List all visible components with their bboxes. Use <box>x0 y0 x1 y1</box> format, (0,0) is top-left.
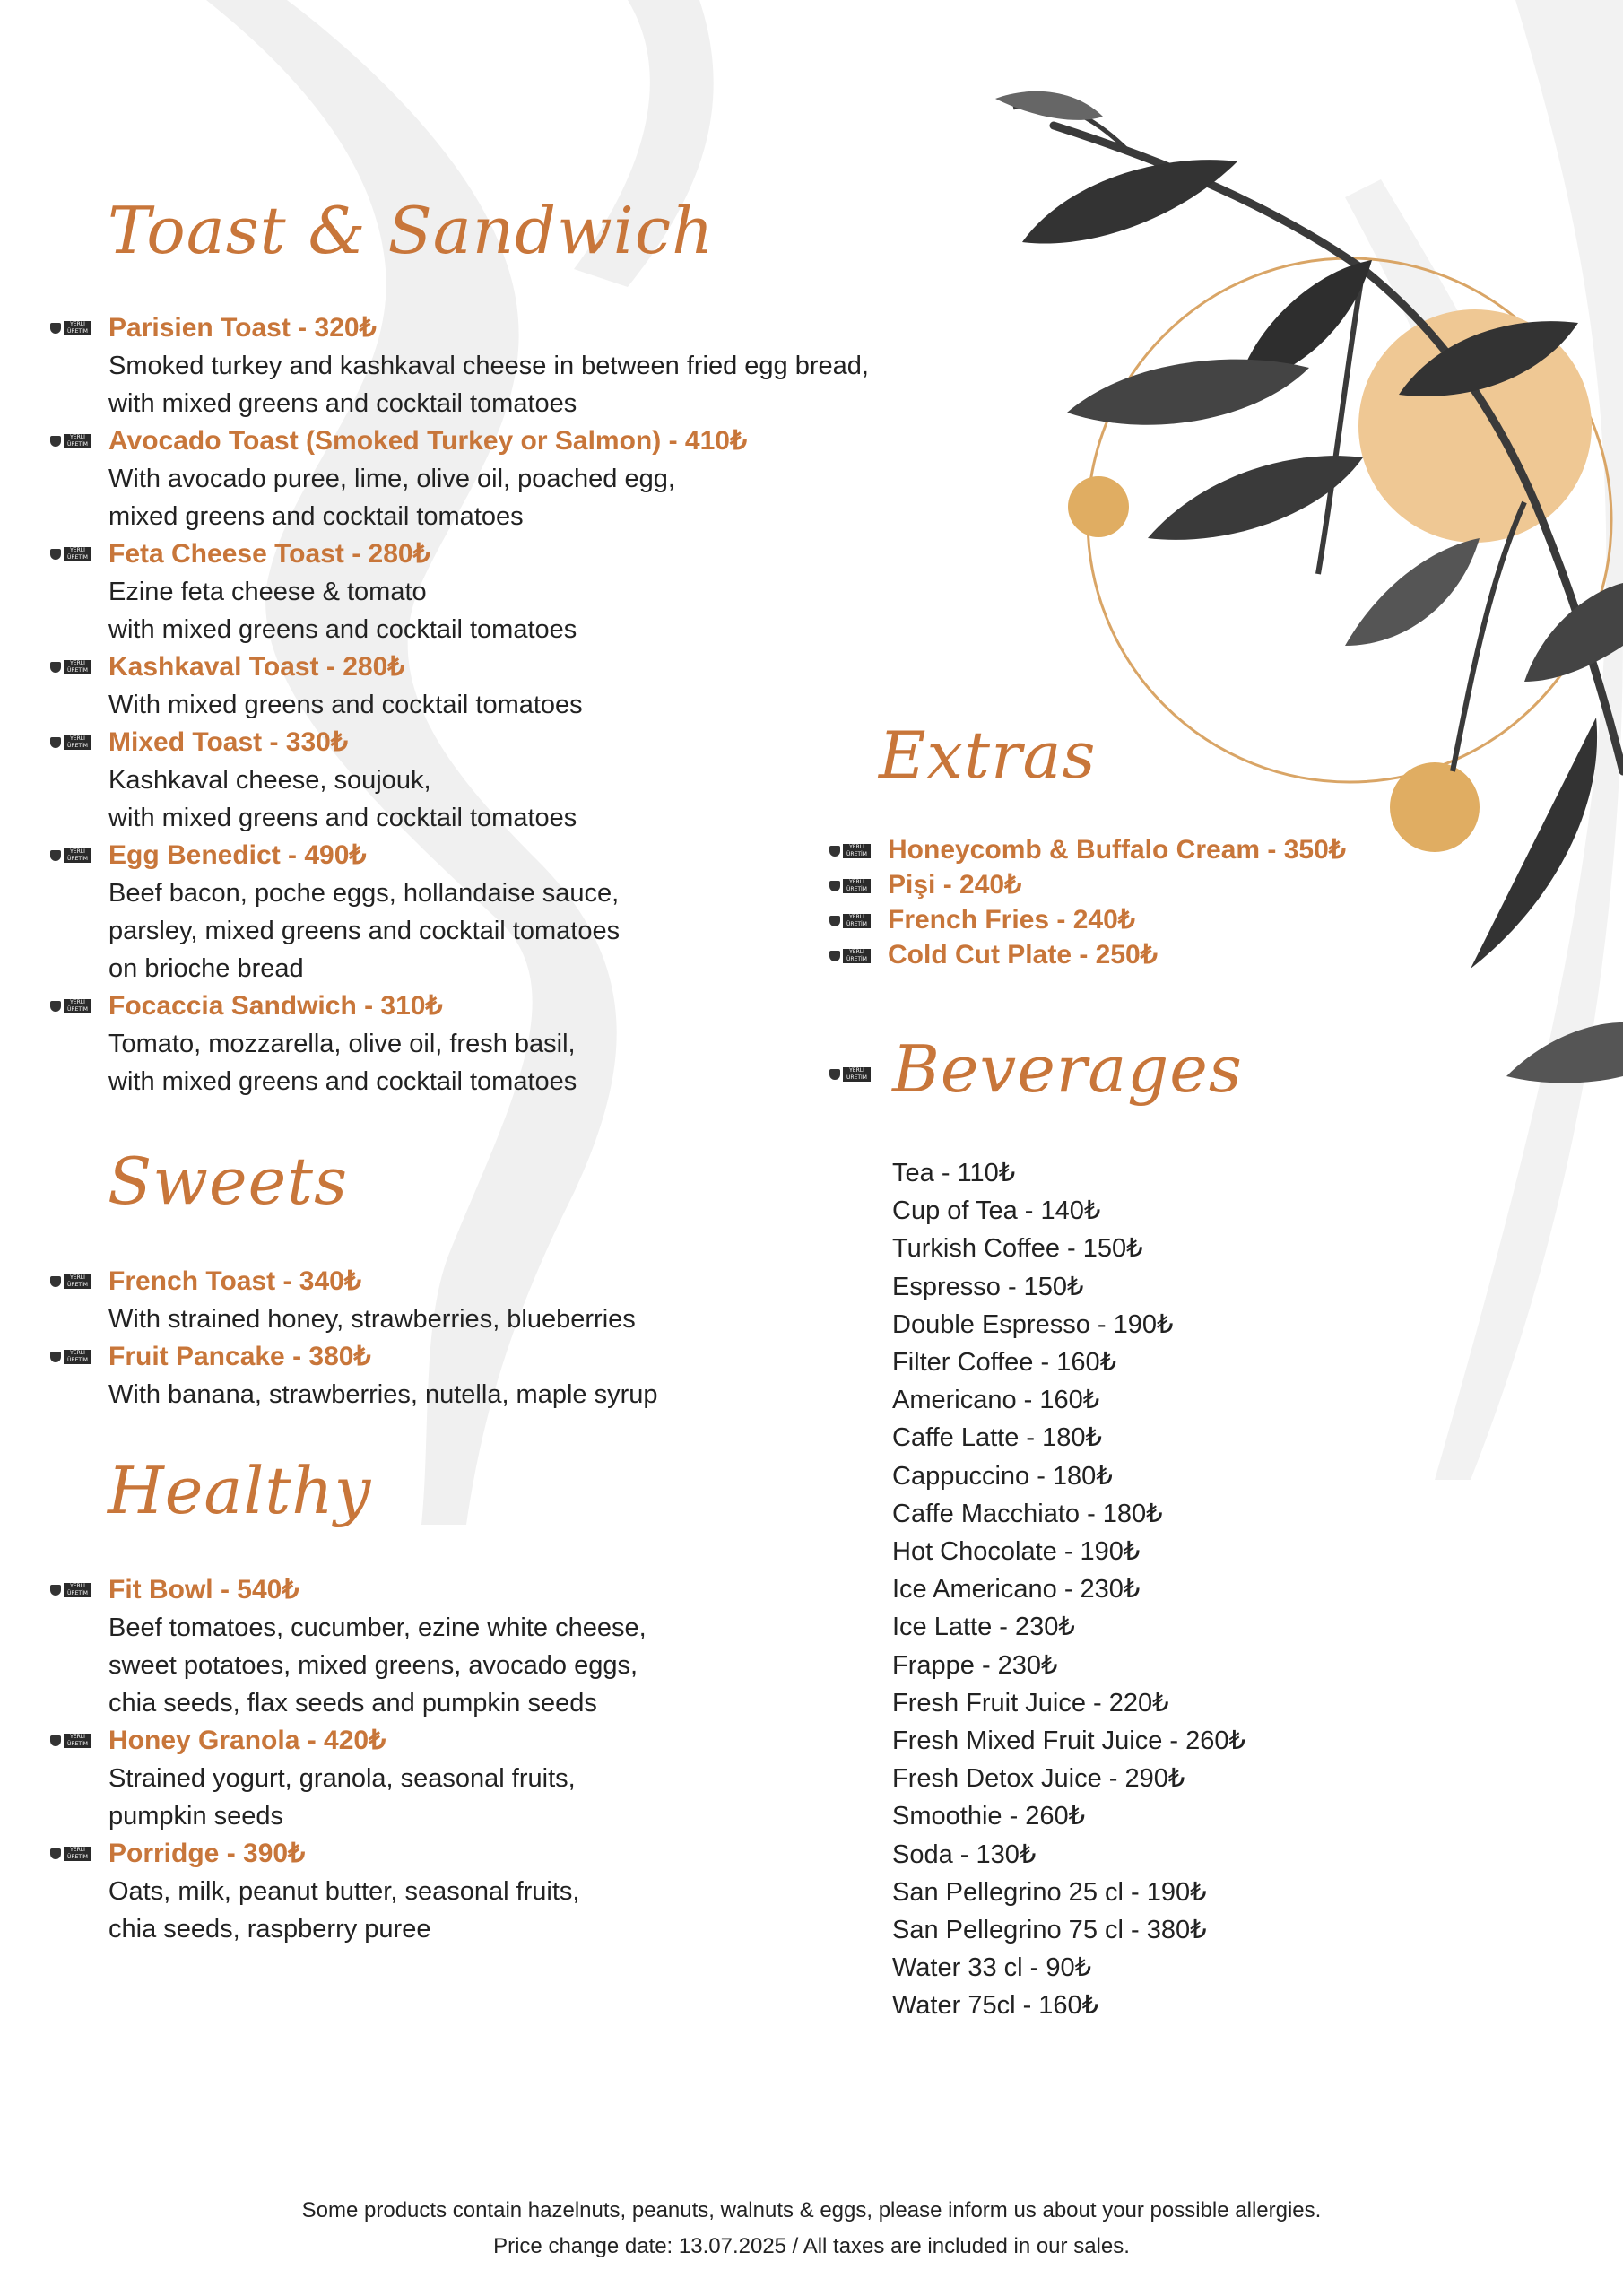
item-title: Egg Benedict - 490₺ <box>108 840 367 870</box>
item-description: Beef bacon, poche eggs, hollandaise sauce, <box>108 879 620 908</box>
menu-item <box>829 867 1346 902</box>
beverage-item: Caffe Latte - 180₺ <box>892 1423 1102 1453</box>
beverage-item: San Pellegrino 75 cl - 380₺ <box>892 1916 1207 1945</box>
local-product-icon: YERLİ ÜRETİM <box>829 1067 872 1082</box>
sweets-list <box>50 1263 658 1413</box>
menu-item <box>829 832 1346 867</box>
item-title: Fit Bowl - 540₺ <box>108 1575 299 1605</box>
menu-item <box>50 1338 658 1413</box>
beverage-item: Tea - 110₺ <box>892 1159 1016 1187</box>
local-product-icon: YERLİ ÜRETİM <box>50 434 93 448</box>
menu-item <box>50 648 869 724</box>
item-description: with mixed greens and cocktail tomatoes <box>108 615 577 644</box>
extras-list <box>829 832 1346 972</box>
beverage-item: Filter Coffee - 160₺ <box>892 1348 1117 1378</box>
beverage-item: Water 33 cl - 90₺ <box>892 1953 1092 1983</box>
item-description: parsley, mixed greens and cocktail tomatoes <box>108 917 621 945</box>
toast-list <box>50 309 869 1100</box>
local-product-icon: YERLİ ÜRETİM <box>50 1847 93 1861</box>
menu-item <box>50 724 869 837</box>
local-product-icon: YERLİ ÜRETİM <box>50 848 93 863</box>
beverage-item: Fresh Mixed Fruit Juice - 260₺ <box>892 1726 1245 1756</box>
item-title: French Toast - 340₺ <box>108 1266 361 1296</box>
menu-item <box>50 1835 647 1948</box>
item-description: pumpkin seeds <box>108 1802 284 1831</box>
item-description: with mixed greens and cocktail tomatoes <box>108 804 577 832</box>
price-change-notice: Price change date: 13.07.2025 / All taxes are included in our sales. <box>493 2234 1130 2258</box>
item-description: with mixed greens and cocktail tomatoes <box>108 1067 577 1096</box>
local-product-icon: YERLİ ÜRETİM <box>50 1734 93 1748</box>
item-description: chia seeds, raspberry puree <box>108 1915 431 1944</box>
item-title: Kashkaval Toast - 280₺ <box>108 652 405 682</box>
beverage-item: Ice Americano - 230₺ <box>892 1575 1141 1605</box>
item-description: Kashkaval cheese, soujouk, <box>108 766 431 795</box>
beverage-item: Ice Latte - 230₺ <box>892 1613 1075 1642</box>
local-product-icon: YERLİ ÜRETİM <box>50 321 93 335</box>
item-title: Avocado Toast (Smoked Turkey or Salmon) - 410₺ <box>108 426 748 456</box>
local-product-icon: YERLİ ÜRETİM <box>50 547 93 561</box>
beverage-item: Americano - 160₺ <box>892 1386 1100 1415</box>
item-description: With avocado puree, lime, olive oil, poached egg, <box>108 465 675 493</box>
local-product-icon: YERLİ ÜRETİM <box>829 949 872 963</box>
item-description: sweet potatoes, mixed greens, avocado eggs, <box>108 1651 638 1680</box>
menu-item <box>50 987 869 1100</box>
menu-item <box>50 837 869 987</box>
beverages-header <box>829 1031 1367 1121</box>
beverage-item: Frappe - 230₺ <box>892 1650 1058 1680</box>
item-description: chia seeds, flax seeds and pumpkin seeds <box>108 1689 597 1718</box>
item-title: Cold Cut Plate - 250₺ <box>888 940 1158 970</box>
beverages-list <box>892 1154 1245 2025</box>
leaf <box>1067 360 1309 425</box>
item-description: Oats, milk, peanut butter, seasonal fruits, <box>108 1877 580 1906</box>
item-title: Honey Granola - 420₺ <box>108 1726 386 1755</box>
local-product-icon: YERLİ ÜRETİM <box>50 660 93 674</box>
item-title: Honeycomb & Buffalo Cream - 350₺ <box>888 835 1346 865</box>
item-description: mixed greens and cocktail tomatoes <box>108 502 524 531</box>
leaf <box>1345 538 1480 646</box>
item-description: With banana, strawberries, nutella, maple syrup <box>108 1380 658 1409</box>
item-title: Parisien Toast - 320₺ <box>108 313 377 343</box>
local-product-icon: YERLİ ÜRETİM <box>829 879 872 893</box>
beverage-item: Cup of Tea - 140₺ <box>892 1196 1101 1226</box>
leaf <box>995 91 1103 120</box>
section-title-sweets: Sweets <box>108 1144 349 1219</box>
local-product-icon: YERLİ ÜRETİM <box>50 1583 93 1597</box>
item-description: with mixed greens and cocktail tomatoes <box>108 389 577 418</box>
local-product-icon: YERLİ ÜRETİM <box>50 1350 93 1364</box>
item-title: Mixed Toast - 330₺ <box>108 727 348 757</box>
gold-dot <box>1390 762 1480 852</box>
section-title-healthy: Healthy <box>108 1453 372 1528</box>
menu-item <box>50 422 869 535</box>
beverage-item: Hot Chocolate - 190₺ <box>892 1537 1141 1567</box>
item-title: Focaccia Sandwich - 310₺ <box>108 991 443 1021</box>
local-product-icon: YERLİ ÜRETİM <box>50 1274 93 1289</box>
section-title-toast: Toast & Sandwich <box>108 193 715 268</box>
item-title: Fruit Pancake - 380₺ <box>108 1342 371 1371</box>
beverage-item: Cappuccino - 180₺ <box>892 1461 1113 1491</box>
item-description: Ezine feta cheese & tomato <box>108 578 427 606</box>
item-description: Beef tomatoes, cucumber, ezine white cheese, <box>108 1613 647 1642</box>
local-product-icon: YERLİ ÜRETİM <box>50 735 93 750</box>
beverage-item: Caffe Macchiato - 180₺ <box>892 1499 1163 1528</box>
beverage-item: San Pellegrino 25 cl - 190₺ <box>892 1877 1207 1907</box>
menu-item <box>829 902 1346 937</box>
local-product-icon: YERLİ ÜRETİM <box>50 999 93 1013</box>
item-title: Feta Cheese Toast - 280₺ <box>108 539 430 569</box>
beverage-item: Smoothie - 260₺ <box>892 1802 1086 1831</box>
beverage-item: Fresh Detox Juice - 290₺ <box>892 1764 1185 1794</box>
item-description: Strained yogurt, granola, seasonal fruits, <box>108 1764 576 1793</box>
gold-dot <box>1068 476 1129 537</box>
menu-item <box>50 535 869 648</box>
item-title: Pişi - 240₺ <box>888 870 1022 900</box>
section-title-beverages: Beverages <box>892 1031 1243 1107</box>
beverage-item: Water 75cl - 160₺ <box>892 1991 1099 2021</box>
section-title-extras: Extras <box>879 718 1097 793</box>
item-description: Tomato, mozzarella, olive oil, fresh basil, <box>108 1030 576 1058</box>
healthy-list <box>50 1571 647 1948</box>
item-title: French Fries - 240₺ <box>888 905 1135 935</box>
beverage-item: Espresso - 150₺ <box>892 1272 1084 1301</box>
local-product-icon: YERLİ ÜRETİM <box>829 914 872 928</box>
beverage-item: Soda - 130₺ <box>892 1839 1037 1869</box>
item-description: on brioche bread <box>108 954 304 983</box>
menu-item <box>50 1722 647 1835</box>
item-description: Smoked turkey and kashkaval cheese in between fried egg bread, <box>108 352 869 380</box>
footer-notice <box>0 2193 1623 2265</box>
menu-item <box>50 309 869 422</box>
item-description: With strained honey, strawberries, blueberries <box>108 1305 636 1334</box>
beverage-item: Fresh Fruit Juice - 220₺ <box>892 1688 1169 1718</box>
allergy-notice: Some products contain hazelnuts, peanuts, walnuts & eggs, please inform us about your possible allergies. <box>301 2198 1322 2222</box>
item-title: Porridge - 390₺ <box>108 1839 306 1868</box>
beverage-item: Turkish Coffee - 150₺ <box>892 1234 1143 1264</box>
menu-item <box>50 1571 647 1722</box>
item-description: With mixed greens and cocktail tomatoes <box>108 691 583 719</box>
beverage-item: Double Espresso - 190₺ <box>892 1309 1174 1339</box>
local-product-icon: YERLİ ÜRETİM <box>829 844 872 858</box>
leaf <box>1022 160 1237 243</box>
menu-item <box>50 1263 658 1338</box>
menu-item <box>829 937 1346 972</box>
